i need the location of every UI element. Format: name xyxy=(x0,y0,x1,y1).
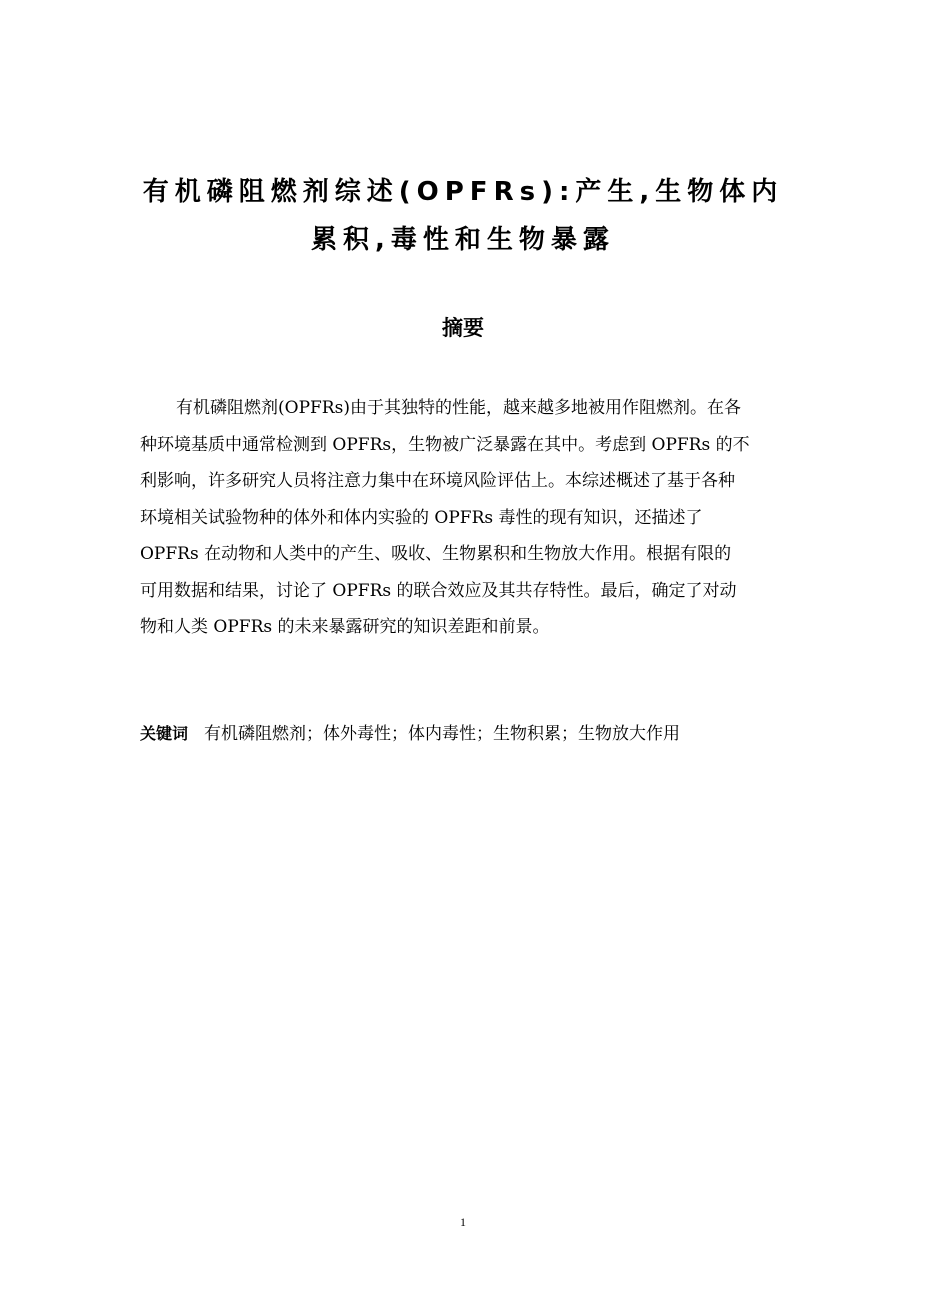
abstract-line: 有机磷阻燃剂(OPFRs)由于其独特的性能，越来越多地被用作阻燃剂。在各 xyxy=(176,398,741,418)
abstract-body xyxy=(140,390,790,646)
document-title xyxy=(100,168,826,264)
keywords-section xyxy=(140,720,790,748)
abstract-line: 种环境基质中通常检测到 OPFRs，生物被广泛暴露在其中。考虑到 OPFRs 的不 xyxy=(140,434,750,455)
title-line-1: 有机磷阻燃剂综述(OPFRs):产生,生物体内 xyxy=(142,177,784,207)
abstract-line: 利影响，许多研究人员将注意力集中在环境风险评估上。本综述概述了基于各种 xyxy=(140,471,735,491)
keywords-text: 有机磷阻燃剂；体外毒性；体内毒性；生物积累；生物放大作用 xyxy=(204,724,681,744)
abstract-line: 可用数据和结果，讨论了 OPFRs 的联合效应及其共存特性。最后，确定了对动 xyxy=(140,580,737,601)
abstract-line: 物和人类 OPFRs 的未来暴露研究的知识差距和前景。 xyxy=(140,617,550,637)
abstract-line: 环境相关试验物种的体外和体内实验的 OPFRs 毒性的现有知识，还描述了 xyxy=(140,507,703,528)
abstract-heading: 摘要 xyxy=(442,316,484,340)
title-line-2: 累积,毒性和生物暴露 xyxy=(311,225,615,255)
page-number: 1 xyxy=(460,1215,466,1229)
keywords-label: 关键词 xyxy=(140,724,189,743)
abstract-line: OPFRs 在动物和人类中的产生、吸收、生物累积和生物放大作用。根据有限的 xyxy=(140,544,732,564)
